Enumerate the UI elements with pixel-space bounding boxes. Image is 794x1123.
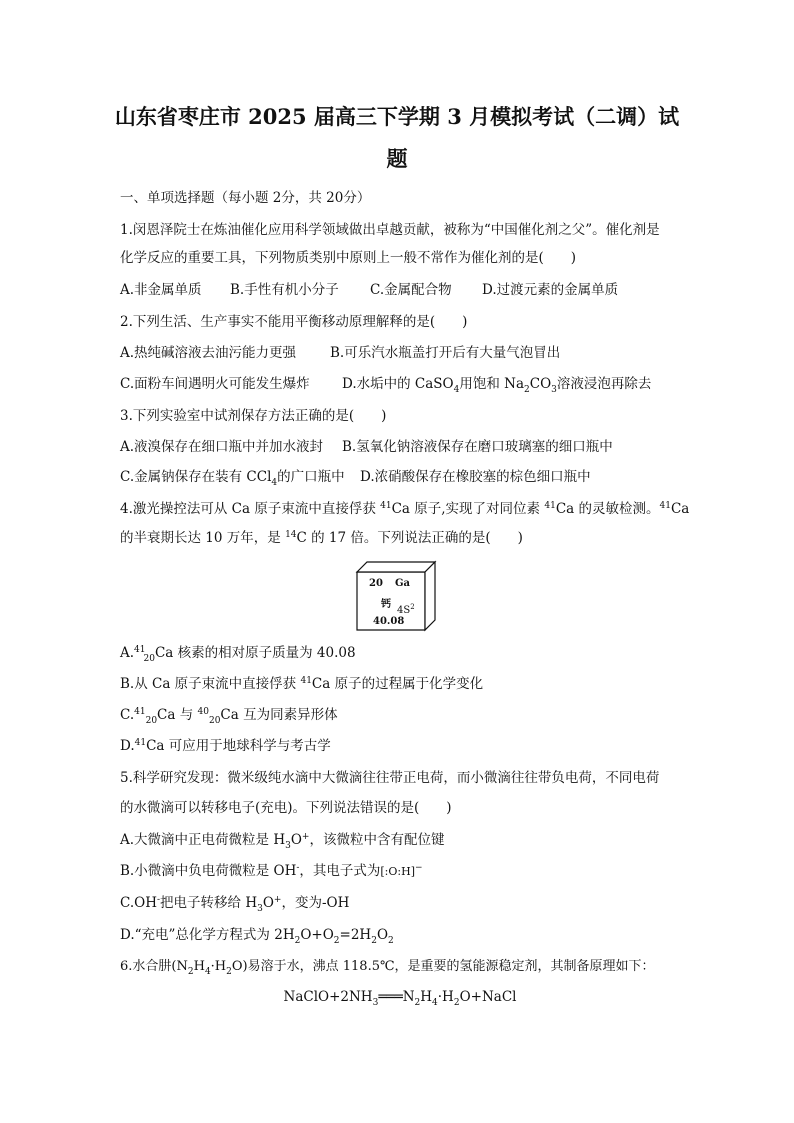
q1-options bbox=[120, 280, 690, 300]
q4-a-text: A. bbox=[120, 645, 135, 661]
q5-b-text: ，其电子式为 bbox=[299, 863, 381, 879]
q5-option-b[interactable] bbox=[120, 861, 690, 883]
q4-text: C 的 17 倍。下列说法正确的是( ) bbox=[296, 530, 523, 546]
q2-option-d[interactable] bbox=[342, 374, 651, 396]
q5-d-text: O+O bbox=[300, 927, 334, 943]
q5-a-text: ，该微粒中含有配位键 bbox=[309, 832, 445, 848]
q3-option-b[interactable]: B.氢氧化钠溶液保存在磨口玻璃塞的细口瓶中 bbox=[342, 439, 613, 455]
q6-text: O)易溶于水，沸点 118.5℃，是重要的氢能源稳定剂，其制备原理如下： bbox=[231, 959, 655, 974]
q4-sup: 14 bbox=[285, 530, 297, 540]
q5-stem-line2: 的水微滴可以转移电子(充电)。下列说法错误的是( ) bbox=[120, 800, 452, 816]
q4-option-d[interactable] bbox=[120, 736, 690, 758]
q6-stem bbox=[120, 957, 690, 978]
q5-c-text: C.OH bbox=[120, 895, 157, 911]
q2-d-text: 溶液浸泡再除去 bbox=[556, 376, 652, 392]
q4-b-sup: 41 bbox=[300, 676, 312, 686]
element-box-figure bbox=[355, 560, 437, 632]
q6-sub: 2 bbox=[226, 967, 232, 977]
title-line-1: 山东省枣庄市 2025 届高三下学期 3 月模拟考试（二调）试 bbox=[114, 104, 680, 129]
q4-c-sup: 41 bbox=[134, 707, 146, 717]
q3-stem: 3.下列实验室中试剂保存方法正确的是( ) bbox=[120, 408, 387, 424]
q2-option-b[interactable]: B.可乐汽水瓶盖打开后有大量气泡冒出 bbox=[330, 345, 561, 361]
q2-d-sub: 3 bbox=[551, 385, 557, 395]
q4-text: 4.激光操控法可从 Ca 原子束流中直接俘获 bbox=[120, 501, 381, 517]
eq-text: ·H bbox=[437, 989, 454, 1005]
q5-option-c[interactable] bbox=[120, 893, 690, 915]
q5-d-sub: 2 bbox=[333, 936, 340, 946]
q4-d-text: Ca 可应用于地球科学与考古学 bbox=[146, 738, 331, 754]
q5-d-sub: 2 bbox=[371, 936, 377, 946]
electron-formula: [:O:H] bbox=[380, 865, 415, 878]
config-sup: 2 bbox=[410, 603, 415, 611]
element-number: 20 bbox=[369, 578, 383, 589]
q4-option-a[interactable] bbox=[120, 643, 690, 665]
q4-text: Ca 的灵敏检测。 bbox=[555, 501, 660, 517]
q5-c-sup: + bbox=[273, 895, 282, 905]
q4-text: 的半衰期长达 10 万年，是 bbox=[120, 530, 286, 546]
q4-stem-line2 bbox=[120, 528, 690, 550]
element-name: 钙 bbox=[381, 599, 391, 610]
q3-c-text: C.金属钠保存在装有 CCl bbox=[120, 469, 272, 485]
config-text: 4S bbox=[397, 605, 411, 616]
q4-b-text: Ca 原子的过程属于化学变化 bbox=[311, 676, 484, 692]
q6-text: 6.水合肼(N bbox=[120, 959, 188, 974]
q1-stem-line2: 化学反应的重要工具，下列物质类别中原则上一般不常作为催化剂的是( ) bbox=[120, 250, 577, 266]
q5-c-sub: 3 bbox=[257, 904, 263, 914]
q3-option-a[interactable]: A.液溴保存在细口瓶中并加水液封 bbox=[120, 439, 324, 455]
q2-d-text: D.水垢中的 CaSO bbox=[342, 376, 454, 392]
q2-option-c[interactable]: C.面粉车间遇明火可能发生爆炸 bbox=[120, 376, 310, 392]
q4-text: Ca 原子,实现了对同位素 bbox=[391, 501, 545, 517]
q3-option-c[interactable] bbox=[120, 467, 360, 489]
q5-c-text: O bbox=[262, 895, 274, 911]
q5-d-text: O bbox=[376, 927, 389, 943]
q3-c-sub: 4 bbox=[271, 478, 278, 488]
q5-option-a[interactable] bbox=[120, 830, 690, 852]
q2-options-ab bbox=[120, 343, 690, 363]
q4-c-sub: 20 bbox=[145, 716, 158, 726]
q5-c-text: ，变为-OH bbox=[281, 895, 350, 911]
q4-option-b[interactable] bbox=[120, 674, 690, 696]
eq-text: O+NaCl bbox=[459, 989, 517, 1005]
element-symbol: Ga bbox=[395, 578, 411, 589]
q1-stem-line1: 1.闵恩泽院士在炼油催化应用科学领域做出卓越贡献，被称为“中国催化剂之父”。催化剂是 bbox=[120, 222, 660, 238]
q5-b-sup: - bbox=[296, 863, 300, 873]
eq-sub: 3 bbox=[372, 998, 379, 1008]
q3-c-text: 的广口瓶中 bbox=[277, 469, 345, 485]
title-line-2: 题 bbox=[386, 146, 408, 171]
q4-a-sup: 41 bbox=[134, 645, 146, 655]
q6-sub: 2 bbox=[187, 967, 194, 977]
q4-c-text: Ca 与 bbox=[157, 707, 198, 723]
q1-option-d[interactable]: D.过渡元素的金属单质 bbox=[482, 282, 619, 298]
q4-b-text: B.从 Ca 原子束流中直接俘获 bbox=[120, 676, 301, 692]
q5-d-sub: 2 bbox=[294, 936, 301, 946]
q2-d-sub: 2 bbox=[524, 385, 530, 395]
q2-d-text: CO bbox=[529, 376, 552, 392]
eq-text: H bbox=[420, 989, 433, 1005]
q4-c-sup: 40 bbox=[197, 707, 209, 717]
q5-d-text: =2H bbox=[339, 927, 372, 943]
electron-config bbox=[397, 605, 415, 616]
eq-sub: 2 bbox=[453, 998, 460, 1008]
q4-c-text: Ca 互为同素异形体 bbox=[220, 707, 338, 723]
q2-options-cd bbox=[120, 374, 690, 396]
eq-sub: 2 bbox=[414, 998, 421, 1008]
q5-a-sub: 3 bbox=[285, 841, 291, 851]
q2-d-sub: 4 bbox=[453, 385, 460, 395]
eq-text: ═══N bbox=[378, 989, 415, 1005]
section-heading: 一、单项选择题（每小题 2分，共 20分） bbox=[120, 190, 371, 206]
q5-d-text: D.“充电”总化学方程式为 2H bbox=[120, 927, 295, 943]
q3-options-ab bbox=[120, 437, 690, 457]
eq-sub: 4 bbox=[432, 998, 438, 1008]
q3-option-d[interactable]: D.浓硝酸保存在橡胶塞的棕色细口瓶中 bbox=[360, 469, 591, 485]
q5-stem-line1: 5.科学研究发现：微米级纯水滴中大微滴往往带正电荷，而小微滴往往带负电荷，不同电荷 bbox=[120, 770, 660, 786]
q5-a-sup: + bbox=[301, 832, 310, 842]
q6-text: H bbox=[193, 959, 205, 974]
q5-a-text: O bbox=[290, 832, 302, 848]
q5-option-d[interactable] bbox=[120, 925, 690, 947]
q4-c-text: C. bbox=[120, 707, 135, 723]
q2-d-text: 用饱和 Na bbox=[459, 376, 525, 392]
q4-stem-line1 bbox=[120, 499, 690, 521]
q1-option-b[interactable]: B.手性有机小分子 bbox=[230, 282, 339, 298]
q4-sup: 41 bbox=[380, 501, 392, 511]
q4-d-sup: 41 bbox=[134, 738, 147, 748]
q4-d-text: D. bbox=[120, 738, 135, 754]
q4-a-sub: 20 bbox=[143, 654, 155, 664]
page-title bbox=[100, 96, 694, 180]
q5-a-text: A.大微滴中正电荷微粒是 H bbox=[120, 832, 286, 848]
q2-stem: 2.下列生活、生产事实不能用平衡移动原理解释的是( ) bbox=[120, 314, 468, 330]
q1-option-a[interactable]: A.非金属单质 bbox=[120, 282, 202, 298]
eq-text: NaClO+2NH bbox=[283, 989, 373, 1005]
q6-sub: 4 bbox=[204, 967, 211, 977]
q5-c-text: 把电子转移给 H bbox=[160, 895, 258, 911]
q5-c-sup: - bbox=[156, 895, 161, 905]
q4-a-text: Ca 核素的相对原子质量为 40.08 bbox=[154, 645, 356, 661]
q2-option-a[interactable]: A.热纯碱溶液去油污能力更强 bbox=[120, 345, 297, 361]
q6-text: ·H bbox=[210, 959, 227, 974]
q4-c-sub: 20 bbox=[208, 716, 221, 726]
element-mass: 40.08 bbox=[373, 616, 405, 627]
q1-option-c[interactable]: C.金属配合物 bbox=[370, 282, 452, 298]
q4-option-c[interactable] bbox=[120, 705, 690, 727]
q3-options-cd bbox=[120, 467, 690, 489]
q5-d-sub: 2 bbox=[388, 936, 394, 946]
q6-equation bbox=[200, 989, 600, 1008]
q5-b-text: B.小微滴中负电荷微粒是 OH bbox=[120, 863, 297, 879]
q4-text: Ca bbox=[670, 501, 690, 517]
q4-sup: 41 bbox=[544, 501, 556, 511]
electron-formula-charge: − bbox=[415, 863, 423, 873]
q4-sup: 41 bbox=[659, 501, 671, 511]
